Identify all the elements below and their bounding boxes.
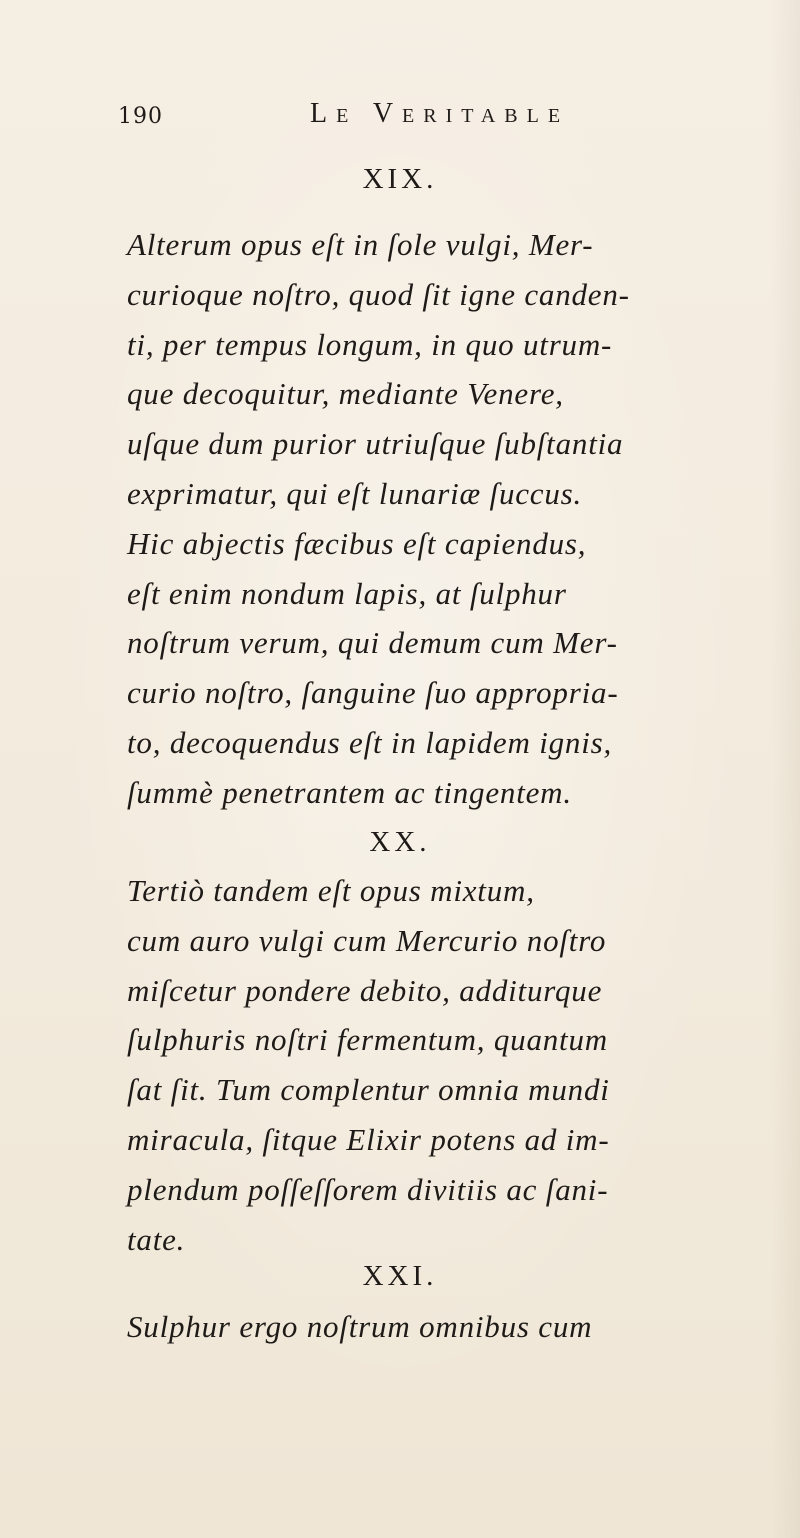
page-number: 190 xyxy=(118,104,163,129)
section-heading-xix: XIX. xyxy=(362,163,438,195)
text-line: Tertiò tandem eſt opus mixtum, xyxy=(127,873,535,908)
text-line: uſque dum purior utriuſque ſubſtantia xyxy=(127,426,624,462)
text-line: plendum poſſeſſorem divitiis ac ſani- xyxy=(127,1171,609,1207)
text-line: Hic abjectis fæcibus eſt capiendus, xyxy=(127,525,587,561)
text-line: ſulphuris noſtri fermentum, quantum xyxy=(127,1022,608,1058)
page-edge-shading xyxy=(770,0,800,1538)
section-xix-text xyxy=(127,220,787,818)
text-line: miracula, ſitque Elixir potens ad im- xyxy=(127,1121,610,1157)
text-line: eſt enim nondum lapis, at ſulphur xyxy=(127,575,567,611)
text-line: Alterum opus eſt in ſole vulgi, Mer- xyxy=(127,227,594,262)
text-line: que decoquitur, mediante Venere, xyxy=(127,376,564,412)
text-line: curioque noſtro, quod ſit igne canden- xyxy=(127,276,630,312)
text-line: noſtrum verum, qui demum cum Mer- xyxy=(127,625,618,661)
text-line: to, decoquendus eſt in lapidem ignis, xyxy=(127,724,613,760)
text-line: ti, per tempus longum, in quo utrum- xyxy=(127,326,613,362)
text-line: ſat ſit. Tum complentur omnia mundi xyxy=(127,1072,610,1108)
text-line: cum auro vulgi cum Mercurio noſtro xyxy=(127,922,607,958)
text-line: exprimatur, qui eſt lunariæ ſuccus. xyxy=(127,475,583,511)
section-xx-text xyxy=(127,866,787,1264)
running-title: Le Veritable xyxy=(310,98,570,129)
text-line: curio noſtro, ſanguine ſuo appropria- xyxy=(127,675,619,711)
running-head xyxy=(118,98,698,138)
text-line: Sulphur ergo noſtrum omnibus cum xyxy=(127,1309,593,1344)
section-heading-xx: XX. xyxy=(369,826,431,858)
text-line: miſcetur pondere debito, additurque xyxy=(127,972,603,1008)
section-heading-xxi: XXI. xyxy=(362,1260,438,1292)
text-line: ſummè penetrantem ac tingentem. xyxy=(127,774,572,810)
text-line: tate. xyxy=(127,1221,186,1257)
section-xxi-text xyxy=(127,1302,787,1352)
